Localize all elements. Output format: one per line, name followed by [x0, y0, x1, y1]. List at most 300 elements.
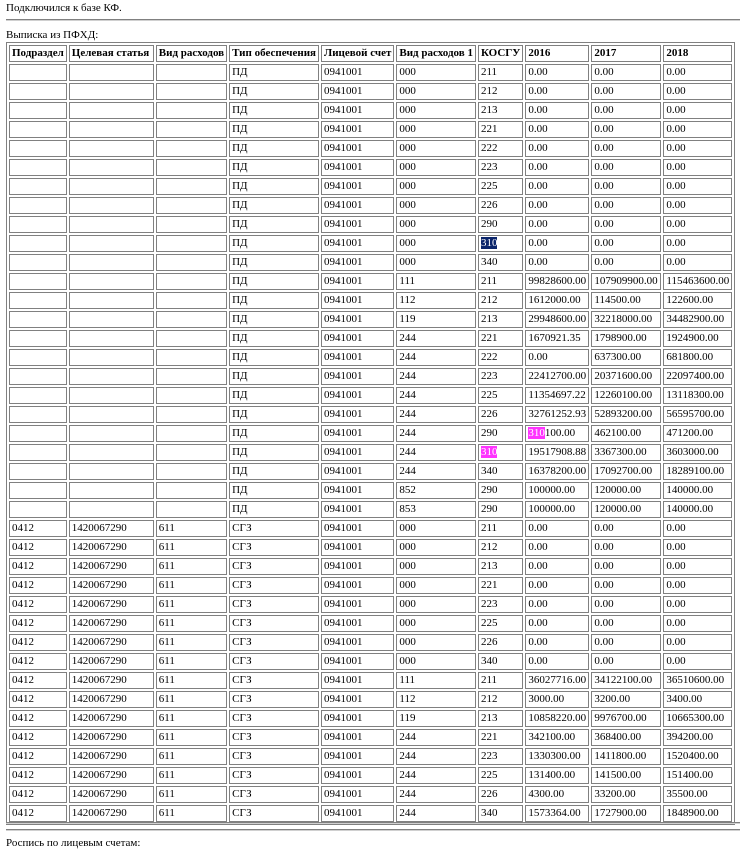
- column-header: Тип обеспечения: [229, 45, 319, 62]
- table-cell: 0412: [9, 805, 67, 822]
- search-match-highlight: 310: [528, 427, 545, 439]
- table-cell: ПД: [229, 501, 319, 518]
- table-cell: 0412: [9, 539, 67, 556]
- table-cell: 0941001: [321, 254, 394, 271]
- table-cell: ПД: [229, 444, 319, 461]
- table-cell: 290: [478, 501, 523, 518]
- table-row: [9, 197, 732, 214]
- table-cell: 107909900.00: [591, 273, 661, 290]
- table-cell: [69, 425, 154, 442]
- table-cell: 0.00: [591, 216, 661, 233]
- table-row: [9, 254, 732, 271]
- table-cell: ПД: [229, 406, 319, 423]
- table-cell: 115463600.00: [663, 273, 732, 290]
- table-cell: [69, 64, 154, 81]
- table-row: [9, 406, 732, 423]
- table-row: [9, 596, 732, 613]
- table-cell: 0412: [9, 691, 67, 708]
- table-cell: 0.00: [663, 634, 732, 651]
- table-cell: СГЗ: [229, 805, 319, 822]
- table-cell: ПД: [229, 121, 319, 138]
- table-cell: 0941001: [321, 444, 394, 461]
- table-cell: 244: [396, 406, 476, 423]
- table-cell: 222: [478, 140, 523, 157]
- table-row: [9, 634, 732, 651]
- table-cell: [9, 406, 67, 423]
- table-cell: 16378200.00: [525, 463, 589, 480]
- table-cell: 0.00: [525, 159, 589, 176]
- table-cell: ПД: [229, 178, 319, 195]
- table-cell: 853: [396, 501, 476, 518]
- table-cell: 611: [156, 710, 227, 727]
- table-cell: 000: [396, 178, 476, 195]
- table-cell: 0.00: [525, 539, 589, 556]
- table-cell: 0.00: [591, 197, 661, 214]
- table-cell: 000: [396, 596, 476, 613]
- table-cell: 0.00: [663, 254, 732, 271]
- table-cell: СГЗ: [229, 558, 319, 575]
- table-cell: 340: [478, 653, 523, 670]
- table-cell: [9, 463, 67, 480]
- table-cell: 462100.00: [591, 425, 661, 442]
- table-cell: 1848900.00: [663, 805, 732, 822]
- table-cell: 0412: [9, 615, 67, 632]
- table-row: [9, 83, 732, 100]
- table-cell: 0.00: [591, 577, 661, 594]
- table-cell: 1420067290: [69, 729, 154, 746]
- table-cell: 0.00: [663, 653, 732, 670]
- table-row: [9, 292, 732, 309]
- table-cell: [69, 387, 154, 404]
- table-cell: 1420067290: [69, 691, 154, 708]
- table-cell: 99828600.00: [525, 273, 589, 290]
- table-cell: ПД: [229, 273, 319, 290]
- column-header: Лицевой счет: [321, 45, 394, 62]
- table-cell: 122600.00: [663, 292, 732, 309]
- table-cell: 000: [396, 235, 476, 252]
- table-cell: 32761252.93: [525, 406, 589, 423]
- table-cell: 290: [478, 482, 523, 499]
- table-cell: 0.00: [591, 178, 661, 195]
- table-cell: 1420067290: [69, 805, 154, 822]
- table-cell: 244: [396, 349, 476, 366]
- table-cell: 611: [156, 596, 227, 613]
- table-cell: 0941001: [321, 767, 394, 784]
- table-cell: 340: [478, 463, 523, 480]
- table-cell: 1420067290: [69, 577, 154, 594]
- table-cell: ПД: [229, 425, 319, 442]
- table-cell: [156, 83, 227, 100]
- table-cell: 0941001: [321, 748, 394, 765]
- table-cell: 0941001: [321, 292, 394, 309]
- table-cell: 0.00: [591, 159, 661, 176]
- table-cell: 0.00: [663, 83, 732, 100]
- table-row: [9, 159, 732, 176]
- table-cell: [69, 501, 154, 518]
- table-cell: 0.00: [591, 558, 661, 575]
- table-cell: 0941001: [321, 330, 394, 347]
- table-cell: 0.00: [591, 615, 661, 632]
- table-cell: 0.00: [525, 121, 589, 138]
- table-cell: 212: [478, 83, 523, 100]
- table-cell: [156, 330, 227, 347]
- table-cell: 0.00: [525, 349, 589, 366]
- pfhd-table: [6, 42, 735, 825]
- table-row: [9, 102, 732, 119]
- table-cell: 0412: [9, 634, 67, 651]
- table-cell: ПД: [229, 216, 319, 233]
- table-cell: СГЗ: [229, 539, 319, 556]
- table-cell: 0941001: [321, 558, 394, 575]
- table-cell: 22097400.00: [663, 368, 732, 385]
- table-cell: 34122100.00: [591, 672, 661, 689]
- table-cell: СГЗ: [229, 729, 319, 746]
- table-cell: 000: [396, 216, 476, 233]
- table-cell: 611: [156, 615, 227, 632]
- table-cell: 340: [478, 254, 523, 271]
- table-cell: 0.00: [525, 653, 589, 670]
- table-cell: 611: [156, 634, 227, 651]
- table-row: [9, 311, 732, 328]
- table-cell: 0.00: [591, 121, 661, 138]
- table-cell: 244: [396, 444, 476, 461]
- table-cell: 1420067290: [69, 520, 154, 537]
- table-cell: [69, 292, 154, 309]
- table-cell: 0941001: [321, 406, 394, 423]
- table-cell: [156, 444, 227, 461]
- table-cell: [156, 406, 227, 423]
- table-cell: 0.00: [663, 615, 732, 632]
- table-cell: 0941001: [321, 425, 394, 442]
- table-row: [9, 539, 732, 556]
- table-cell: 611: [156, 691, 227, 708]
- table-cell: 225: [478, 387, 523, 404]
- table-cell: 0941001: [321, 577, 394, 594]
- table-cell: 1420067290: [69, 748, 154, 765]
- table-cell: [9, 178, 67, 195]
- table-row: [9, 482, 732, 499]
- table-cell: 0.00: [525, 558, 589, 575]
- table-row: [9, 216, 732, 233]
- table-cell: [156, 368, 227, 385]
- table-cell: 0.00: [525, 596, 589, 613]
- table-cell: 681800.00: [663, 349, 732, 366]
- table-cell: 0.00: [591, 254, 661, 271]
- table-cell: ПД: [229, 330, 319, 347]
- table-cell: 120000.00: [591, 501, 661, 518]
- table-cell: 1420067290: [69, 615, 154, 632]
- table-cell: [9, 387, 67, 404]
- table-row: [9, 273, 732, 290]
- table-cell: [69, 159, 154, 176]
- table-cell: 1420067290: [69, 710, 154, 727]
- table-cell: 212: [478, 691, 523, 708]
- table-cell: [156, 197, 227, 214]
- footer-text: Роспись по лицевым счетам:: [6, 837, 141, 849]
- table-cell: 852: [396, 482, 476, 499]
- table-cell: 0.00: [591, 634, 661, 651]
- table-cell: 0.00: [525, 634, 589, 651]
- table-cell: 0.00: [525, 520, 589, 537]
- table-row: [9, 653, 732, 670]
- table-cell: 226: [478, 634, 523, 651]
- table-body: [9, 64, 732, 822]
- table-cell: ПД: [229, 254, 319, 271]
- table-cell: ПД: [229, 64, 319, 81]
- table-cell: 1612000.00: [525, 292, 589, 309]
- table-cell: 213: [478, 710, 523, 727]
- table-cell: 213: [478, 558, 523, 575]
- table-row: [9, 330, 732, 347]
- table-row: [9, 463, 732, 480]
- table-cell: 0941001: [321, 368, 394, 385]
- table-cell: 611: [156, 767, 227, 784]
- table-cell: 611: [156, 577, 227, 594]
- table-cell: ПД: [229, 292, 319, 309]
- table-cell: [156, 482, 227, 499]
- table-cell: [9, 273, 67, 290]
- table-cell: СГЗ: [229, 615, 319, 632]
- table-cell: СГЗ: [229, 710, 319, 727]
- table-cell: [9, 292, 67, 309]
- table-cell: 0941001: [321, 311, 394, 328]
- table-cell: [69, 197, 154, 214]
- table-cell: 3000.00: [525, 691, 589, 708]
- table-cell: 244: [396, 368, 476, 385]
- table-cell: 225: [478, 615, 523, 632]
- table-cell: [156, 216, 227, 233]
- table-cell: 1727900.00: [591, 805, 661, 822]
- table-cell: 0941001: [321, 64, 394, 81]
- table-cell: [156, 349, 227, 366]
- table-cell: 0.00: [591, 83, 661, 100]
- table-cell: [9, 121, 67, 138]
- table-row: [9, 767, 732, 784]
- table-cell: 000: [396, 520, 476, 537]
- table-cell: 0941001: [321, 786, 394, 803]
- table-cell: 10665300.00: [663, 710, 732, 727]
- table-cell: [69, 406, 154, 423]
- table-cell: [156, 159, 227, 176]
- table-cell: 611: [156, 805, 227, 822]
- table-cell: 611: [156, 672, 227, 689]
- table-cell: СГЗ: [229, 767, 319, 784]
- table-cell: СГЗ: [229, 577, 319, 594]
- table-cell: 1411800.00: [591, 748, 661, 765]
- table-cell: 213: [478, 311, 523, 328]
- table-row: [9, 520, 732, 537]
- table-cell: 0941001: [321, 520, 394, 537]
- table-cell: 000: [396, 539, 476, 556]
- table-cell: 221: [478, 729, 523, 746]
- table-cell: СГЗ: [229, 786, 319, 803]
- table-cell: [69, 482, 154, 499]
- table-cell: 226: [478, 197, 523, 214]
- table-cell: ПД: [229, 368, 319, 385]
- table-cell: [69, 330, 154, 347]
- table-cell: 244: [396, 805, 476, 822]
- section-title: Выписка из ПФХД:: [6, 29, 99, 41]
- table-cell: 0.00: [525, 235, 589, 252]
- table-cell: 3603000.00: [663, 444, 732, 461]
- table-cell: 100000.00: [525, 482, 589, 499]
- table-cell: 12260100.00: [591, 387, 661, 404]
- table-cell: 35500.00: [663, 786, 732, 803]
- search-match-highlight: 310: [480, 446, 498, 458]
- table-cell: 0941001: [321, 672, 394, 689]
- table-cell: 221: [478, 330, 523, 347]
- table-cell: СГЗ: [229, 672, 319, 689]
- table-cell: 56595700.00: [663, 406, 732, 423]
- table-cell: [478, 444, 523, 461]
- table-cell: 0941001: [321, 805, 394, 822]
- table-cell: 0941001: [321, 596, 394, 613]
- table-cell: [69, 349, 154, 366]
- table-cell: 0412: [9, 672, 67, 689]
- table-cell: 13118300.00: [663, 387, 732, 404]
- table-cell: 112: [396, 292, 476, 309]
- table-cell: 0412: [9, 577, 67, 594]
- table-cell: ПД: [229, 102, 319, 119]
- table-cell: 611: [156, 558, 227, 575]
- table-cell: 36027716.00: [525, 672, 589, 689]
- table-cell: 0412: [9, 653, 67, 670]
- table-cell: 33200.00: [591, 786, 661, 803]
- column-header: Вид расходов 1: [396, 45, 476, 62]
- table-cell: [69, 368, 154, 385]
- table-cell: [69, 216, 154, 233]
- table-cell: 0412: [9, 729, 67, 746]
- table-cell: [69, 311, 154, 328]
- table-cell: [9, 349, 67, 366]
- table-cell: [9, 102, 67, 119]
- table-cell: 34482900.00: [663, 311, 732, 328]
- table-cell: 0.00: [525, 140, 589, 157]
- table-cell: 1330300.00: [525, 748, 589, 765]
- table-cell: 0941001: [321, 501, 394, 518]
- table-row: [9, 577, 732, 594]
- table-cell: 119: [396, 311, 476, 328]
- table-cell: 3367300.00: [591, 444, 661, 461]
- table-cell: ПД: [229, 140, 319, 157]
- table-cell: 0.00: [663, 102, 732, 119]
- table-cell: СГЗ: [229, 596, 319, 613]
- table-cell: СГЗ: [229, 520, 319, 537]
- table-row: [9, 444, 732, 461]
- table-cell: 1420067290: [69, 767, 154, 784]
- table-cell: 0941001: [321, 349, 394, 366]
- status-text: Подключился к базе КФ.: [6, 2, 122, 14]
- table-cell: 0.00: [591, 235, 661, 252]
- table-cell: 29948600.00: [525, 311, 589, 328]
- table-cell: 0941001: [321, 159, 394, 176]
- table-cell: [69, 463, 154, 480]
- selection-highlight: 310: [480, 237, 498, 249]
- table-cell: [9, 159, 67, 176]
- table-row: [9, 349, 732, 366]
- table-cell: 244: [396, 387, 476, 404]
- table-row: [9, 691, 732, 708]
- table-cell: 0941001: [321, 140, 394, 157]
- table-cell: 111: [396, 273, 476, 290]
- table-cell: 342100.00: [525, 729, 589, 746]
- table-cell: 140000.00: [663, 501, 732, 518]
- table-cell: 1670921.35: [525, 330, 589, 347]
- table-cell: 0412: [9, 558, 67, 575]
- table-cell: 471200.00: [663, 425, 732, 442]
- table-cell: ПД: [229, 482, 319, 499]
- table-cell: [156, 273, 227, 290]
- table-cell: 0.00: [663, 520, 732, 537]
- table-cell: 10858220.00: [525, 710, 589, 727]
- table-cell: 0412: [9, 710, 67, 727]
- table-cell: 0.00: [591, 520, 661, 537]
- table-cell: 1420067290: [69, 653, 154, 670]
- table-cell: 611: [156, 539, 227, 556]
- table-cell: 0941001: [321, 178, 394, 195]
- table-cell: 11354697.22: [525, 387, 589, 404]
- table-cell: 0941001: [321, 691, 394, 708]
- table-cell: 1420067290: [69, 634, 154, 651]
- table-cell: 0.00: [525, 197, 589, 214]
- table-row: [9, 805, 732, 822]
- table-cell: 0.00: [663, 121, 732, 138]
- table-cell: [9, 197, 67, 214]
- table-cell: 000: [396, 634, 476, 651]
- table-cell: 0941001: [321, 83, 394, 100]
- table-cell: 1420067290: [69, 558, 154, 575]
- table-cell: 0.00: [663, 159, 732, 176]
- table-cell: 211: [478, 64, 523, 81]
- table-cell: 226: [478, 786, 523, 803]
- table-cell: 0941001: [321, 653, 394, 670]
- table-cell: 0.00: [525, 577, 589, 594]
- table-cell: 000: [396, 121, 476, 138]
- table-row: [9, 121, 732, 138]
- table-cell: [69, 254, 154, 271]
- table-cell: 0412: [9, 767, 67, 784]
- table-row: [9, 425, 732, 442]
- cell-text-rest: 100.00: [544, 427, 576, 439]
- table-cell: 000: [396, 83, 476, 100]
- table-cell: 0.00: [591, 539, 661, 556]
- table-cell: [9, 330, 67, 347]
- table-row: [9, 368, 732, 385]
- table-cell: 290: [478, 216, 523, 233]
- table-cell: 212: [478, 539, 523, 556]
- table-cell: 114500.00: [591, 292, 661, 309]
- table-cell: [9, 83, 67, 100]
- table-cell: 340: [478, 805, 523, 822]
- table-cell: 36510600.00: [663, 672, 732, 689]
- table-cell: 32218000.00: [591, 311, 661, 328]
- table-cell: 221: [478, 121, 523, 138]
- table-cell: 212: [478, 292, 523, 309]
- table-cell: 0941001: [321, 235, 394, 252]
- table-cell: 221: [478, 577, 523, 594]
- table-cell: 0941001: [321, 710, 394, 727]
- table-cell: 0.00: [591, 653, 661, 670]
- table-cell: 0412: [9, 596, 67, 613]
- table-cell: 140000.00: [663, 482, 732, 499]
- table-row: [9, 558, 732, 575]
- divider-bottom-2: [6, 829, 740, 831]
- table-cell: [9, 425, 67, 442]
- table-cell: 0.00: [525, 64, 589, 81]
- table-cell: 223: [478, 596, 523, 613]
- table-cell: [156, 178, 227, 195]
- table-row: [9, 672, 732, 689]
